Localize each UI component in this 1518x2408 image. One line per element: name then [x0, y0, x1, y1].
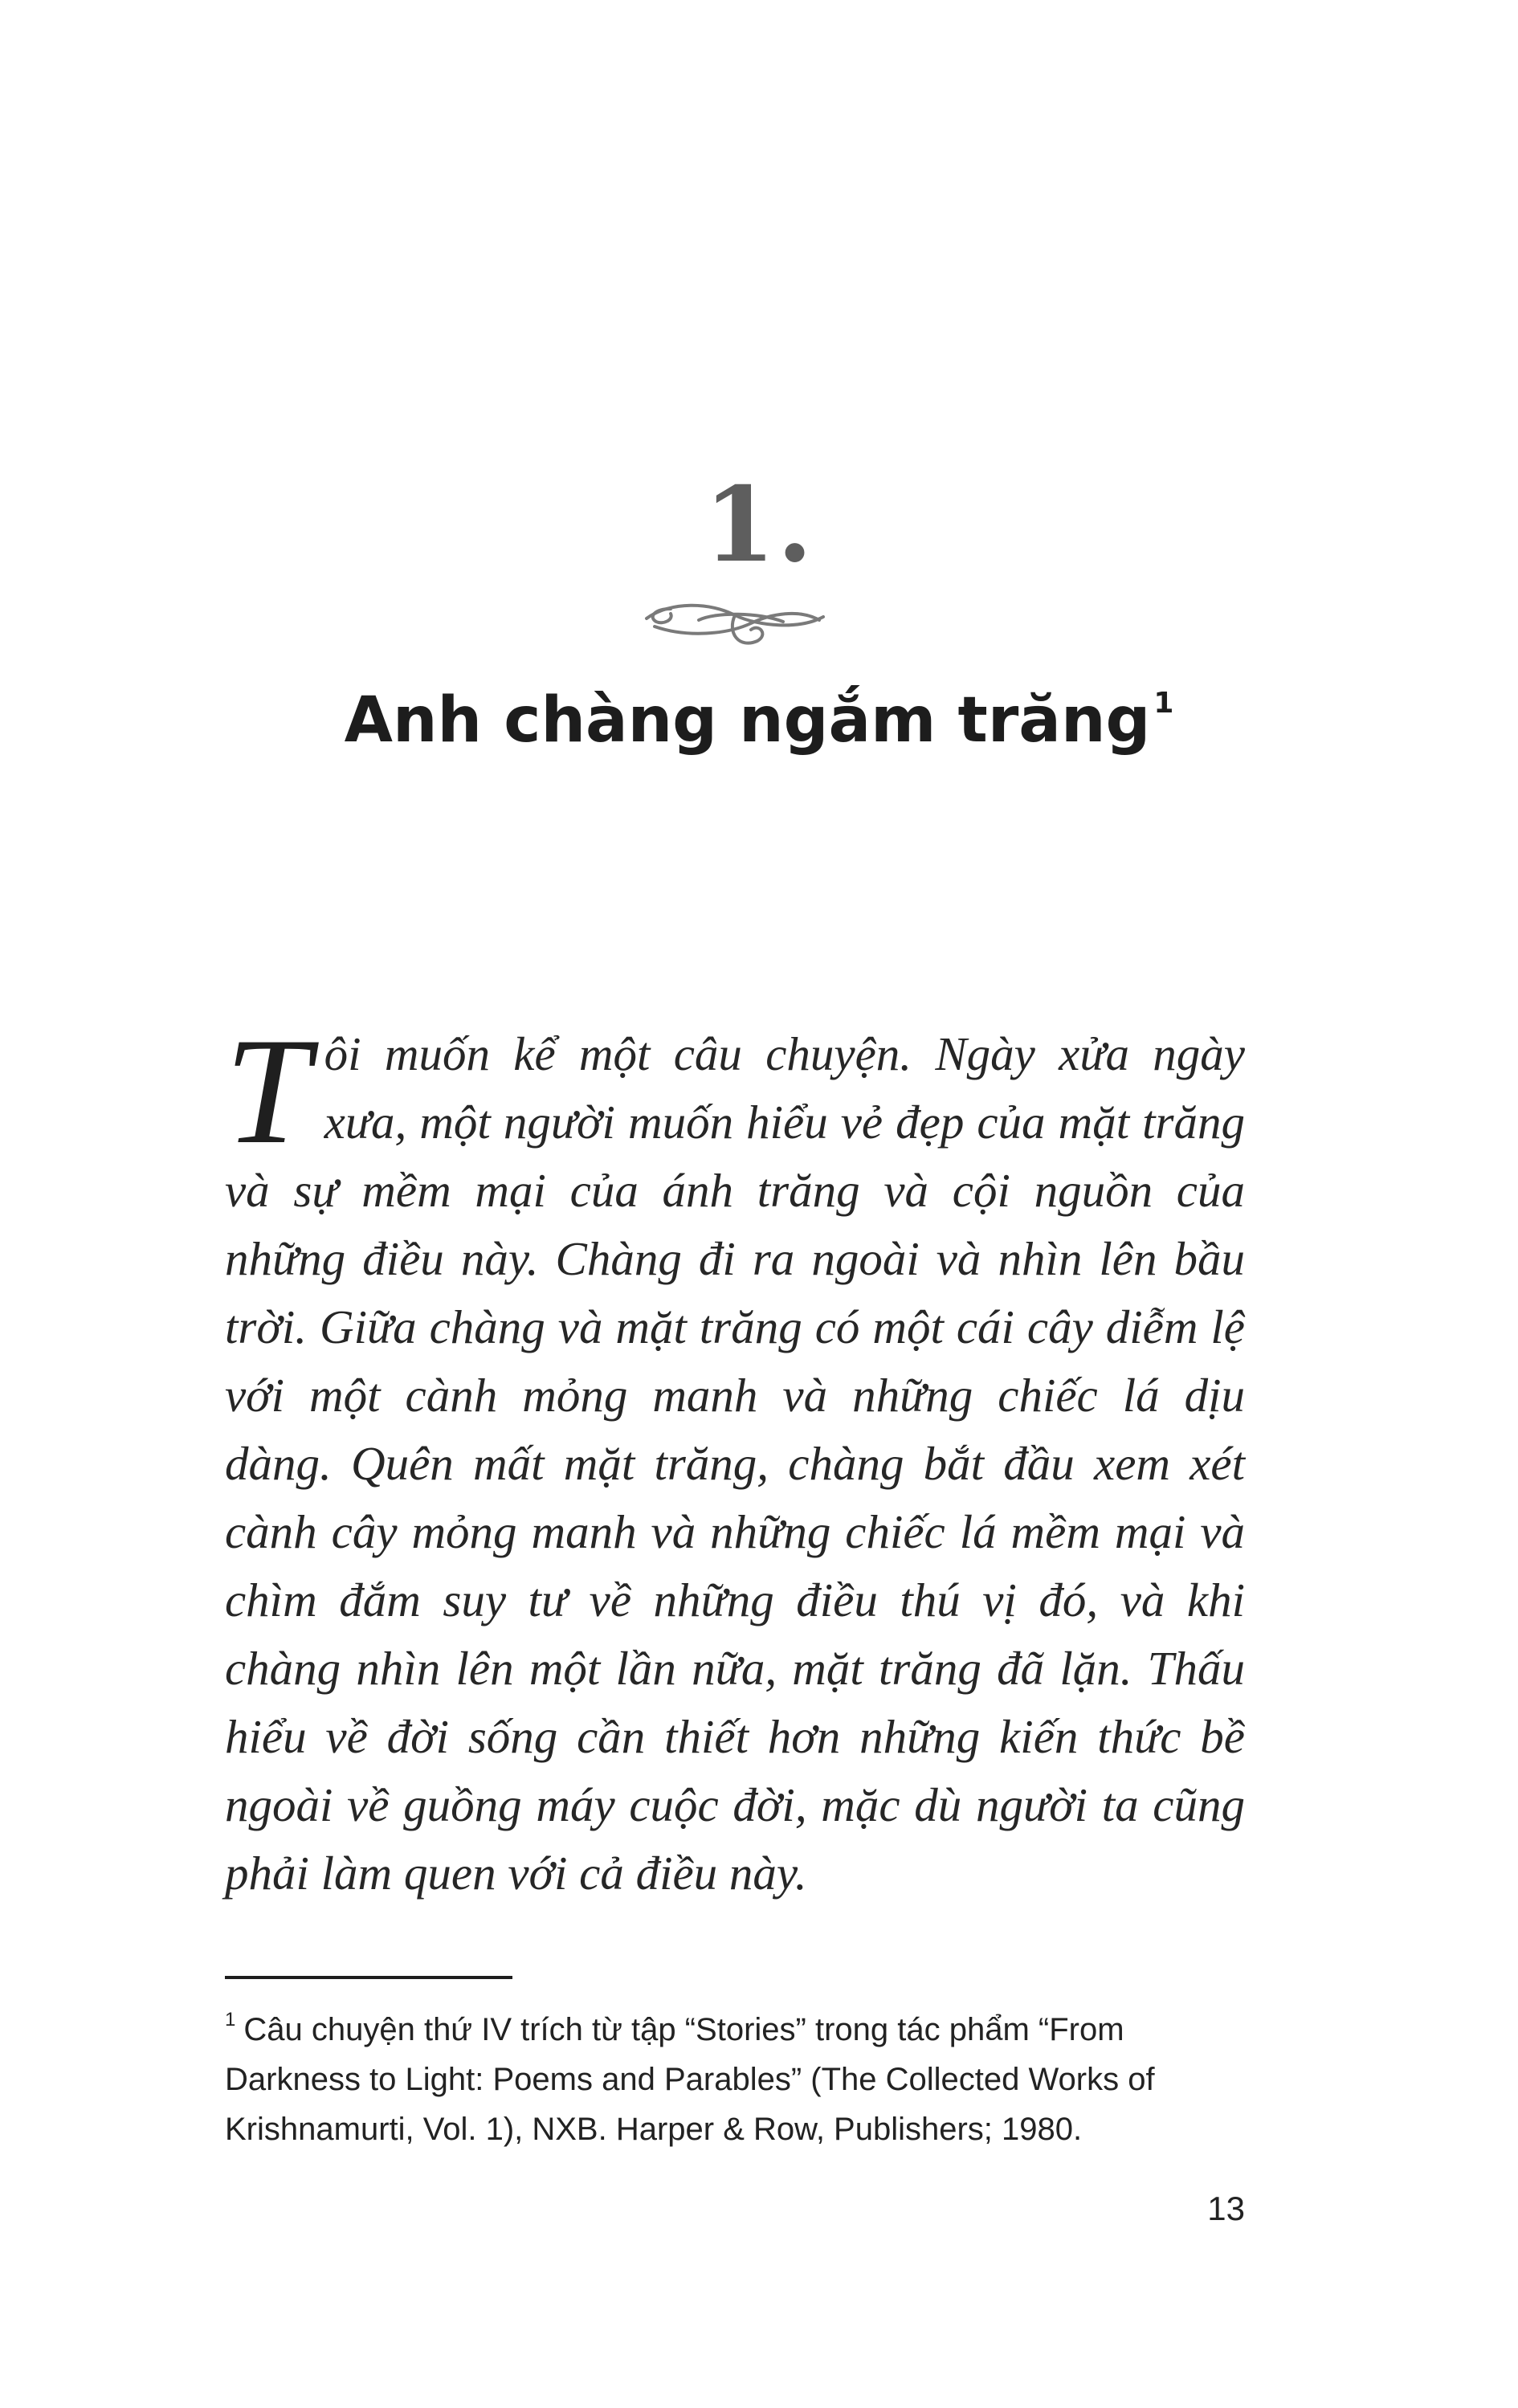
- footnote-text: Câu chuyện thứ IV trích từ tập “Stories” trong tác phẩm “From Darkness to Light: Poems and Parables” (The Collected Works of Krishnamurti, Vol. 1), NXB. Harper & Row, Publishers; 1980.: [225, 2012, 1155, 2147]
- flourish-ornament-icon: [639, 585, 831, 657]
- chapter-title-text: Anh chàng ngắm trăng: [344, 684, 1151, 757]
- chapter-number: 1.: [704, 465, 814, 586]
- page-number: 13: [1207, 2190, 1245, 2227]
- footnote-divider: [225, 1976, 512, 1979]
- story-text: ôi muốn kể một câu chuyện. Ngày xửa ngày xưa, một người muốn hiểu vẻ đẹp của mặt trăng và sự mềm mại của ánh trăng và cội nguồn của những điều này. Chàng đi ra ngoài và nhìn lên bầu trời. Giữa chàng và mặt trăng có một cái cây diễm lệ với một cành mỏng manh và những chiếc lá dịu dàng. Quên mất mặt trăng, chàng bắt đầu xem xét cành cây mỏng manh và những chiếc lá mềm mại và chìm đắm suy tư về những điều thú vị đó, và khi chàng nhìn lên một lần nữa, mặt trăng đã lặn. Thấu hiểu về đời sống cần thiết hơn những kiến thức bề ngoài về guồng máy cuộc đời, mặc dù người ta cũng phải làm quen với cả điều này.: [225, 1027, 1245, 1900]
- title-footnote-marker: 1: [1153, 687, 1174, 720]
- footnote: [225, 1995, 1245, 2154]
- chapter-title: [0, 684, 1518, 757]
- footnote-marker: 1: [225, 2009, 236, 2030]
- story-paragraph: [225, 1007, 1245, 1908]
- drop-cap: T: [225, 1007, 310, 1176]
